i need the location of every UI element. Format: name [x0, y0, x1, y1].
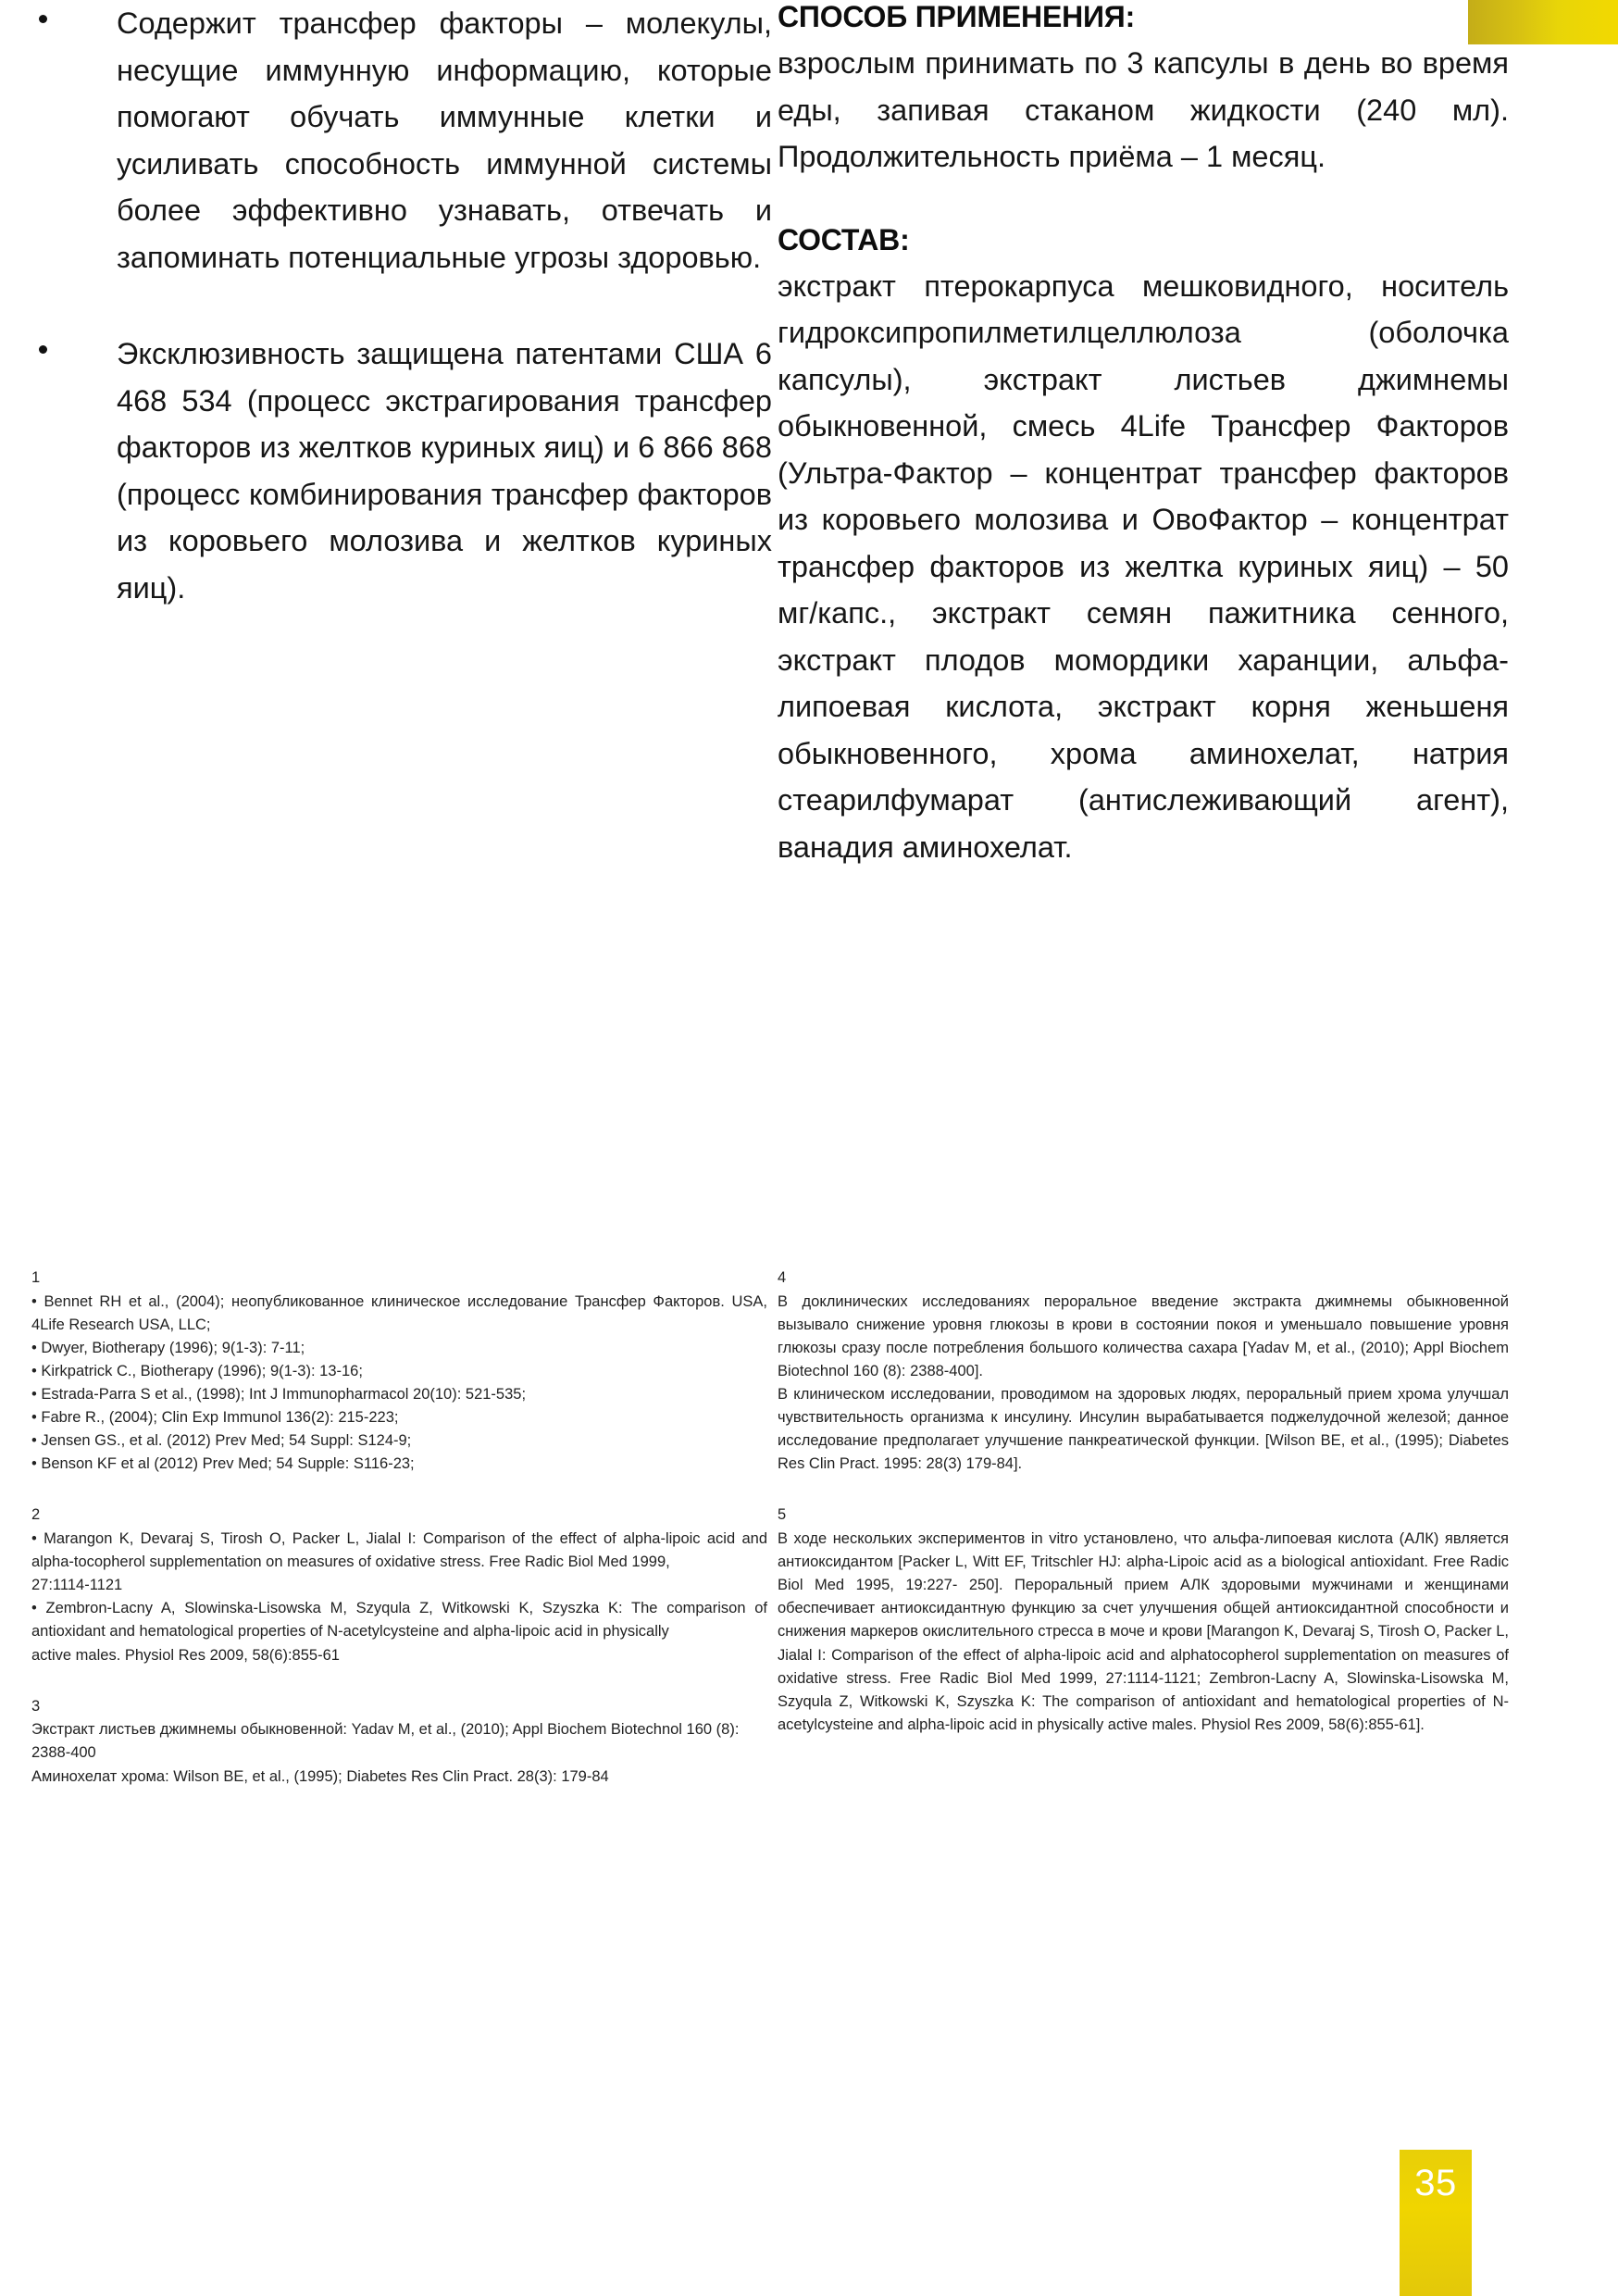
footnotes-right-column — [778, 1267, 1509, 1737]
section-heading: СПОСОБ ПРИМЕНЕНИЯ: — [778, 0, 1136, 33]
bullet-text: Содержит трансфер факторы – молекулы, несущие иммунную информацию, которые помогают обучать иммунные клетки и усиливать способность иммунной системы более эффективно узнавать, отвечать и запоминать потенциальные угрозы здоровью. — [117, 6, 772, 274]
left-column — [31, 0, 772, 611]
right-column — [778, 0, 1509, 871]
footnote-line: • Marangon K, Devaraj S, Tirosh O, Packer L, Jialal I: Comparison of the effect of alpha-lipoic acid and alpha-tocopherol supplementation on measures of oxidative stress. Free Radic Biol Med 1999, — [31, 1530, 767, 1571]
footnote-line: • Jensen GS., et al. (2012) Prev Med; 54 Suppl: S124-9; — [31, 1432, 412, 1450]
section-dosage — [778, 0, 1509, 181]
footnotes-region — [0, 1267, 1618, 2192]
footnote-line: Аминохелат хрома: Wilson BE, et al., (1995); Diabetes Res Clin Pract. 28(3): 179-84 — [31, 1767, 609, 1785]
footnote-line: Экстракт листьев джимнемы обыкновенной: Yadav M, et al., (2010); Appl Biochem Biotechnol 160 (8): 2388-400 — [31, 1721, 740, 1762]
footnote-group-1 — [31, 1267, 767, 1476]
list-item — [31, 0, 772, 281]
bullet-text: Эксклюзивность защищена патентами США 6 468 534 (процесс экстрагирования трансфер факторов из желтков куриных яиц) и 6 866 868 (процесс комбинирования трансфер факторов из коровьего молозива и желтков куриных яиц). — [117, 337, 772, 605]
footnotes-left-column — [31, 1267, 767, 1789]
footnote-group-3 — [31, 1695, 767, 1789]
footnote-line: • Estrada-Parra S et al., (1998); Int J Immunopharmacol 20(10): 521-535; — [31, 1386, 527, 1404]
footnote-group-4 — [778, 1267, 1509, 1476]
footnote-line: • Bennet RH et al., (2004); неопубликованное клиническое исследование Трансфер Факторов. USA, 4Life Research USA, LLC; — [31, 1292, 767, 1333]
bullet-dot-icon — [39, 15, 47, 23]
footnote-line: В ходе нескольких экспериментов in vitro установлено, что альфа-липоевая кислота (АЛК) является антиоксидантом [Packer L, Witt EF, Tritschler HJ: alpha-Lipoic acid as a biological antioxidant. Free Radic Biol Med 1995, 19:227- 250]. Пероральный прием АЛК здоровыми мужчинами и женщинами обеспечивает антиоксидантную функцию за счет улучшения общей антиоксидантной способности и снижения маркеров окислительного стресса в моче и крови [Marangon K, Devaraj S, Tirosh O, Packer L, Jialal I: Comparison of the effect of alpha-lipoic acid and alphatocopherol supplementation on measures of oxidative stress. Free Radic Biol Med 1999, 27:1114-1121; Zembron-Lacny A, Slowinska-Lisowska M, Szyqula Z, Witkowski K, Szyszka K: The comparison of antioxidant and hematological properties of N-acetylcysteine and alpha-lipoic acid in physically active males. Physiol Res 2009, 58(6):855-61]. — [778, 1530, 1509, 1733]
footnote-group-5 — [778, 1504, 1509, 1736]
footnote-line: • Benson KF et al (2012) Prev Med; 54 Supple: S116-23; — [31, 1455, 415, 1473]
section-body: взрослым принимать по 3 капсулы в день во время еды, запивая стаканом жидкости (240 мл). Продолжительность приёма – 1 месяц. — [778, 46, 1509, 174]
footnote-number: 2 — [31, 1506, 41, 1524]
footnote-line: active males. Physiol Res 2009, 58(6):855-61 — [31, 1646, 340, 1664]
bullet-dot-icon — [39, 345, 47, 354]
footnote-line: 27:1114-1121 — [31, 1577, 123, 1594]
footnote-number: 4 — [778, 1269, 787, 1286]
section-heading: СОСТАВ: — [778, 222, 910, 256]
list-item — [31, 331, 772, 611]
footnote-number: 1 — [31, 1269, 41, 1286]
footnote-line: В клиническом исследовании, проводимом на здоровых людях, пероральный прием хрома улучшал чувствительность организма к инсулину. Инсулин вырабатывается поджелудочной железой; данное исследование предполагает улучшение панкреатической функции. [Wilson BE, et al., (1995); Diabetes Res Clin Pract. 1995: 28(3) 179-84]. — [778, 1386, 1509, 1473]
footnote-line: • Fabre R., (2004); Clin Exp Immunol 136(2): 215-223; — [31, 1409, 399, 1427]
section-composition — [778, 223, 1509, 871]
footnote-line: В доклинических исследованиях пероральное введение экстракта джимнемы обыкновенной вызывало снижение уровня глюкозы в крови в состоянии покоя и уменьшало повышение уровня глюкозы сразу после потребления большого количества сахара [Yadav M, et al., (2010); Appl Biochem Biotechnol 160 (8): 2388-400]. — [778, 1292, 1509, 1379]
page-number-badge: 35 — [1400, 2150, 1472, 2296]
footnote-number: 3 — [31, 1697, 41, 1715]
footnote-line: • Kirkpatrick C., Biotherapy (1996); 9(1-3): 13-16; — [31, 1362, 363, 1379]
footnote-number: 5 — [778, 1506, 787, 1524]
section-body: экстракт птерокарпуса мешковидного, носитель гидроксипропилметилцеллюлоза (оболочка капсулы), экстракт листьев джимнемы обыкновенной, смесь 4Life Трансфер Факторов (Ультра-Фактор – концентрат трансфер факторов из коровьего молозива и ОвоФактор – концентрат трансфер факторов из желтка куриных яиц) – 50 мг/капс., экстракт семян пажитника сенного, экстракт плодов момордики харанции, альфа-липоевая кислота, экстракт корня женьшеня обыкновенного, хрома аминохелат, натрия стеарилфумарат (антислеживающий агент), ванадия аминохелат. — [778, 268, 1509, 864]
footnote-line: • Dwyer, Biotherapy (1996); 9(1-3): 7-11; — [31, 1339, 305, 1356]
feature-bullet-list — [31, 0, 772, 611]
footnote-line: • Zembron-Lacny A, Slowinska-Lisowska M, Szyqula Z, Witkowski K, Szyszka K: The comparison of antioxidant and hematological properties of N-acetylcysteine and alpha-lipoic acid in physically — [31, 1600, 767, 1641]
footnote-group-2 — [31, 1504, 767, 1666]
